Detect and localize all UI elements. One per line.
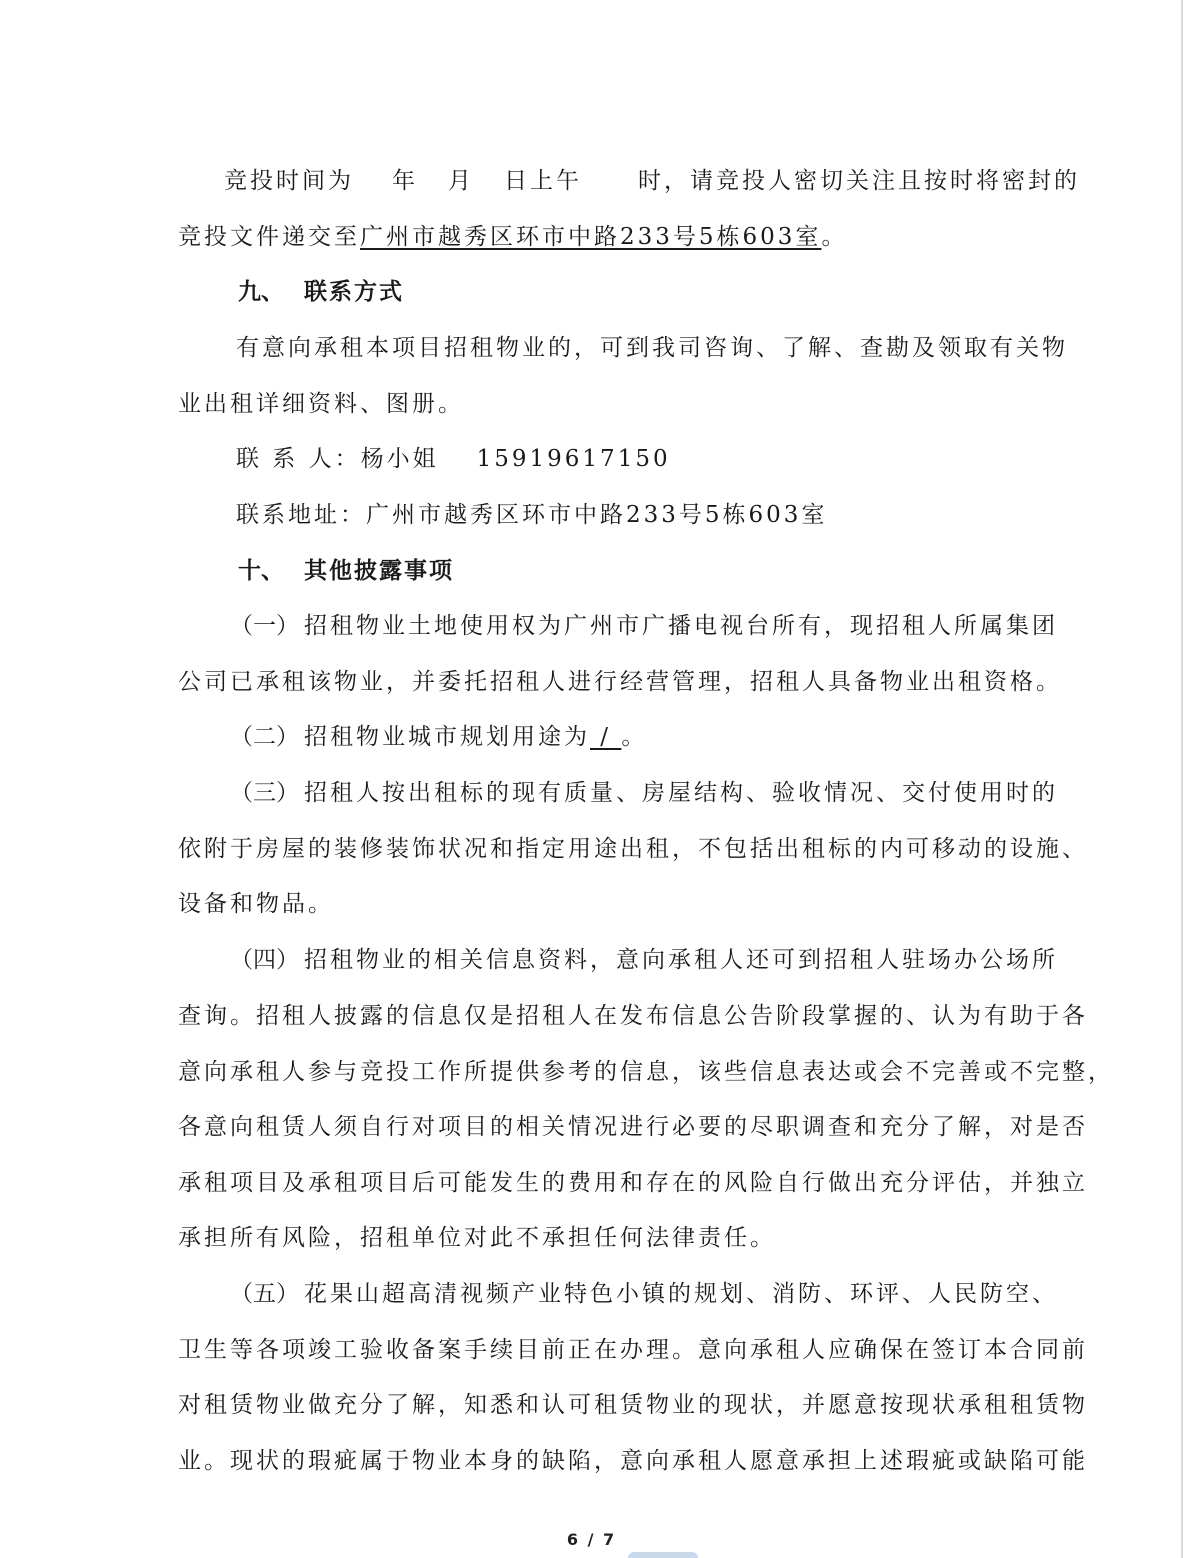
item-3-line-3: 设备和物品。 bbox=[178, 891, 334, 917]
item-4-number: （四） bbox=[230, 947, 299, 973]
item-1-number: （一） bbox=[230, 613, 299, 639]
item-5-line-1: 花果山超高清视频产业特色小镇的规划、消防、环评、人民防空、 bbox=[304, 1281, 1058, 1307]
bid-time-rest: 时，请竞投人密切关注且按时将密封的 bbox=[638, 168, 1080, 194]
bid-time-prefix: 竞投时间为 bbox=[224, 168, 354, 194]
item-2-line bbox=[304, 722, 647, 752]
item-5-line-4: 业。现状的瑕疵属于物业本身的缺陷，意向承租人愿意承担上述瑕疵或缺陷可能 bbox=[178, 1448, 1088, 1474]
section-10-number: 十、 bbox=[238, 558, 284, 584]
item-4-line-4: 各意向租赁人须自行对项目的相关情况进行必要的尽职调查和充分了解，对是否 bbox=[178, 1114, 1088, 1140]
item-4-line-2: 查询。招租人披露的信息仅是招租人在发布信息公告阶段掌握的、认为有助于各 bbox=[178, 1003, 1088, 1029]
section-9-number: 九、 bbox=[238, 279, 284, 305]
page-number: 6 / 7 bbox=[566, 1530, 617, 1549]
item-2-suffix: 。 bbox=[621, 724, 648, 750]
item-1-line-2: 公司已承租该物业，并委托招租人进行经营管理，招租人具备物业出租资格。 bbox=[178, 669, 1062, 695]
item-5-number: （五） bbox=[230, 1281, 299, 1307]
bid-submit-suffix: 。 bbox=[821, 224, 848, 250]
section-10-title: 其他披露事项 bbox=[304, 558, 454, 584]
bid-submit-prefix: 竞投文件递交至 bbox=[178, 224, 360, 250]
item-3-number: （三） bbox=[230, 780, 299, 806]
bid-time-line-2 bbox=[178, 222, 847, 252]
planning-use-blank: / bbox=[590, 724, 622, 750]
section-9-para-line-1: 有意向承租本项目招租物业的，可到我司咨询、了解、查勘及领取有关物 bbox=[236, 335, 1068, 361]
bid-submit-address: 广州市越秀区环市中路233号5栋603室 bbox=[360, 224, 822, 250]
item-5-line-2: 卫生等各项竣工验收备案手续目前正在办理。意向承租人应确保在签订本合同前 bbox=[178, 1337, 1088, 1363]
contact-label: 联 系 人： bbox=[236, 446, 361, 472]
bid-time-day: 日上午 bbox=[504, 168, 582, 194]
item-4-line-6: 承担所有风险，招租单位对此不承担任何法律责任。 bbox=[178, 1225, 776, 1251]
bid-time-year: 年 bbox=[392, 168, 418, 194]
item-5-line-3: 对租赁物业做充分了解，知悉和认可租赁物业的现状，并愿意按现状承租租赁物 bbox=[178, 1392, 1088, 1418]
item-4-line-5: 承租项目及承租项目后可能发生的费用和存在的风险自行做出充分评估，并独立 bbox=[178, 1170, 1088, 1196]
item-4-line-3: 意向承租人参与竞投工作所提供参考的信息，该些信息表达或会不完善或不完整， bbox=[178, 1059, 1114, 1085]
contact-phone: 15919617150 bbox=[476, 446, 671, 472]
address-label: 联系地址： bbox=[236, 502, 366, 528]
item-4-line-1: 招租物业的相关信息资料，意向承租人还可到招租人驻场办公场所 bbox=[304, 947, 1058, 973]
bid-time-month: 月 bbox=[448, 168, 474, 194]
section-9-para-line-2: 业出租详细资料、图册。 bbox=[178, 391, 464, 417]
section-9-title: 联系方式 bbox=[304, 279, 404, 305]
contact-person-line bbox=[236, 444, 671, 474]
item-2-number: （二） bbox=[230, 724, 299, 750]
contact-name: 杨小姐 bbox=[360, 446, 439, 472]
contact-address-line bbox=[236, 500, 827, 530]
item-3-line-1: 招租人按出租标的现有质量、房屋结构、验收情况、交付使用时的 bbox=[304, 780, 1058, 806]
item-2-prefix: 招租物业城市规划用途为 bbox=[304, 724, 590, 750]
item-1-line-1: 招租物业土地使用权为广州市广播电视台所有，现招租人所属集团 bbox=[304, 613, 1058, 639]
item-3-line-2: 依附于房屋的装修装饰状况和指定用途出租，不包括出租标的内可移动的设施、 bbox=[178, 836, 1088, 862]
scroll-indicator bbox=[628, 1552, 698, 1558]
contact-address: 广州市越秀区环市中路233号5栋603室 bbox=[366, 502, 828, 528]
bid-time-line-1 bbox=[224, 166, 1080, 196]
